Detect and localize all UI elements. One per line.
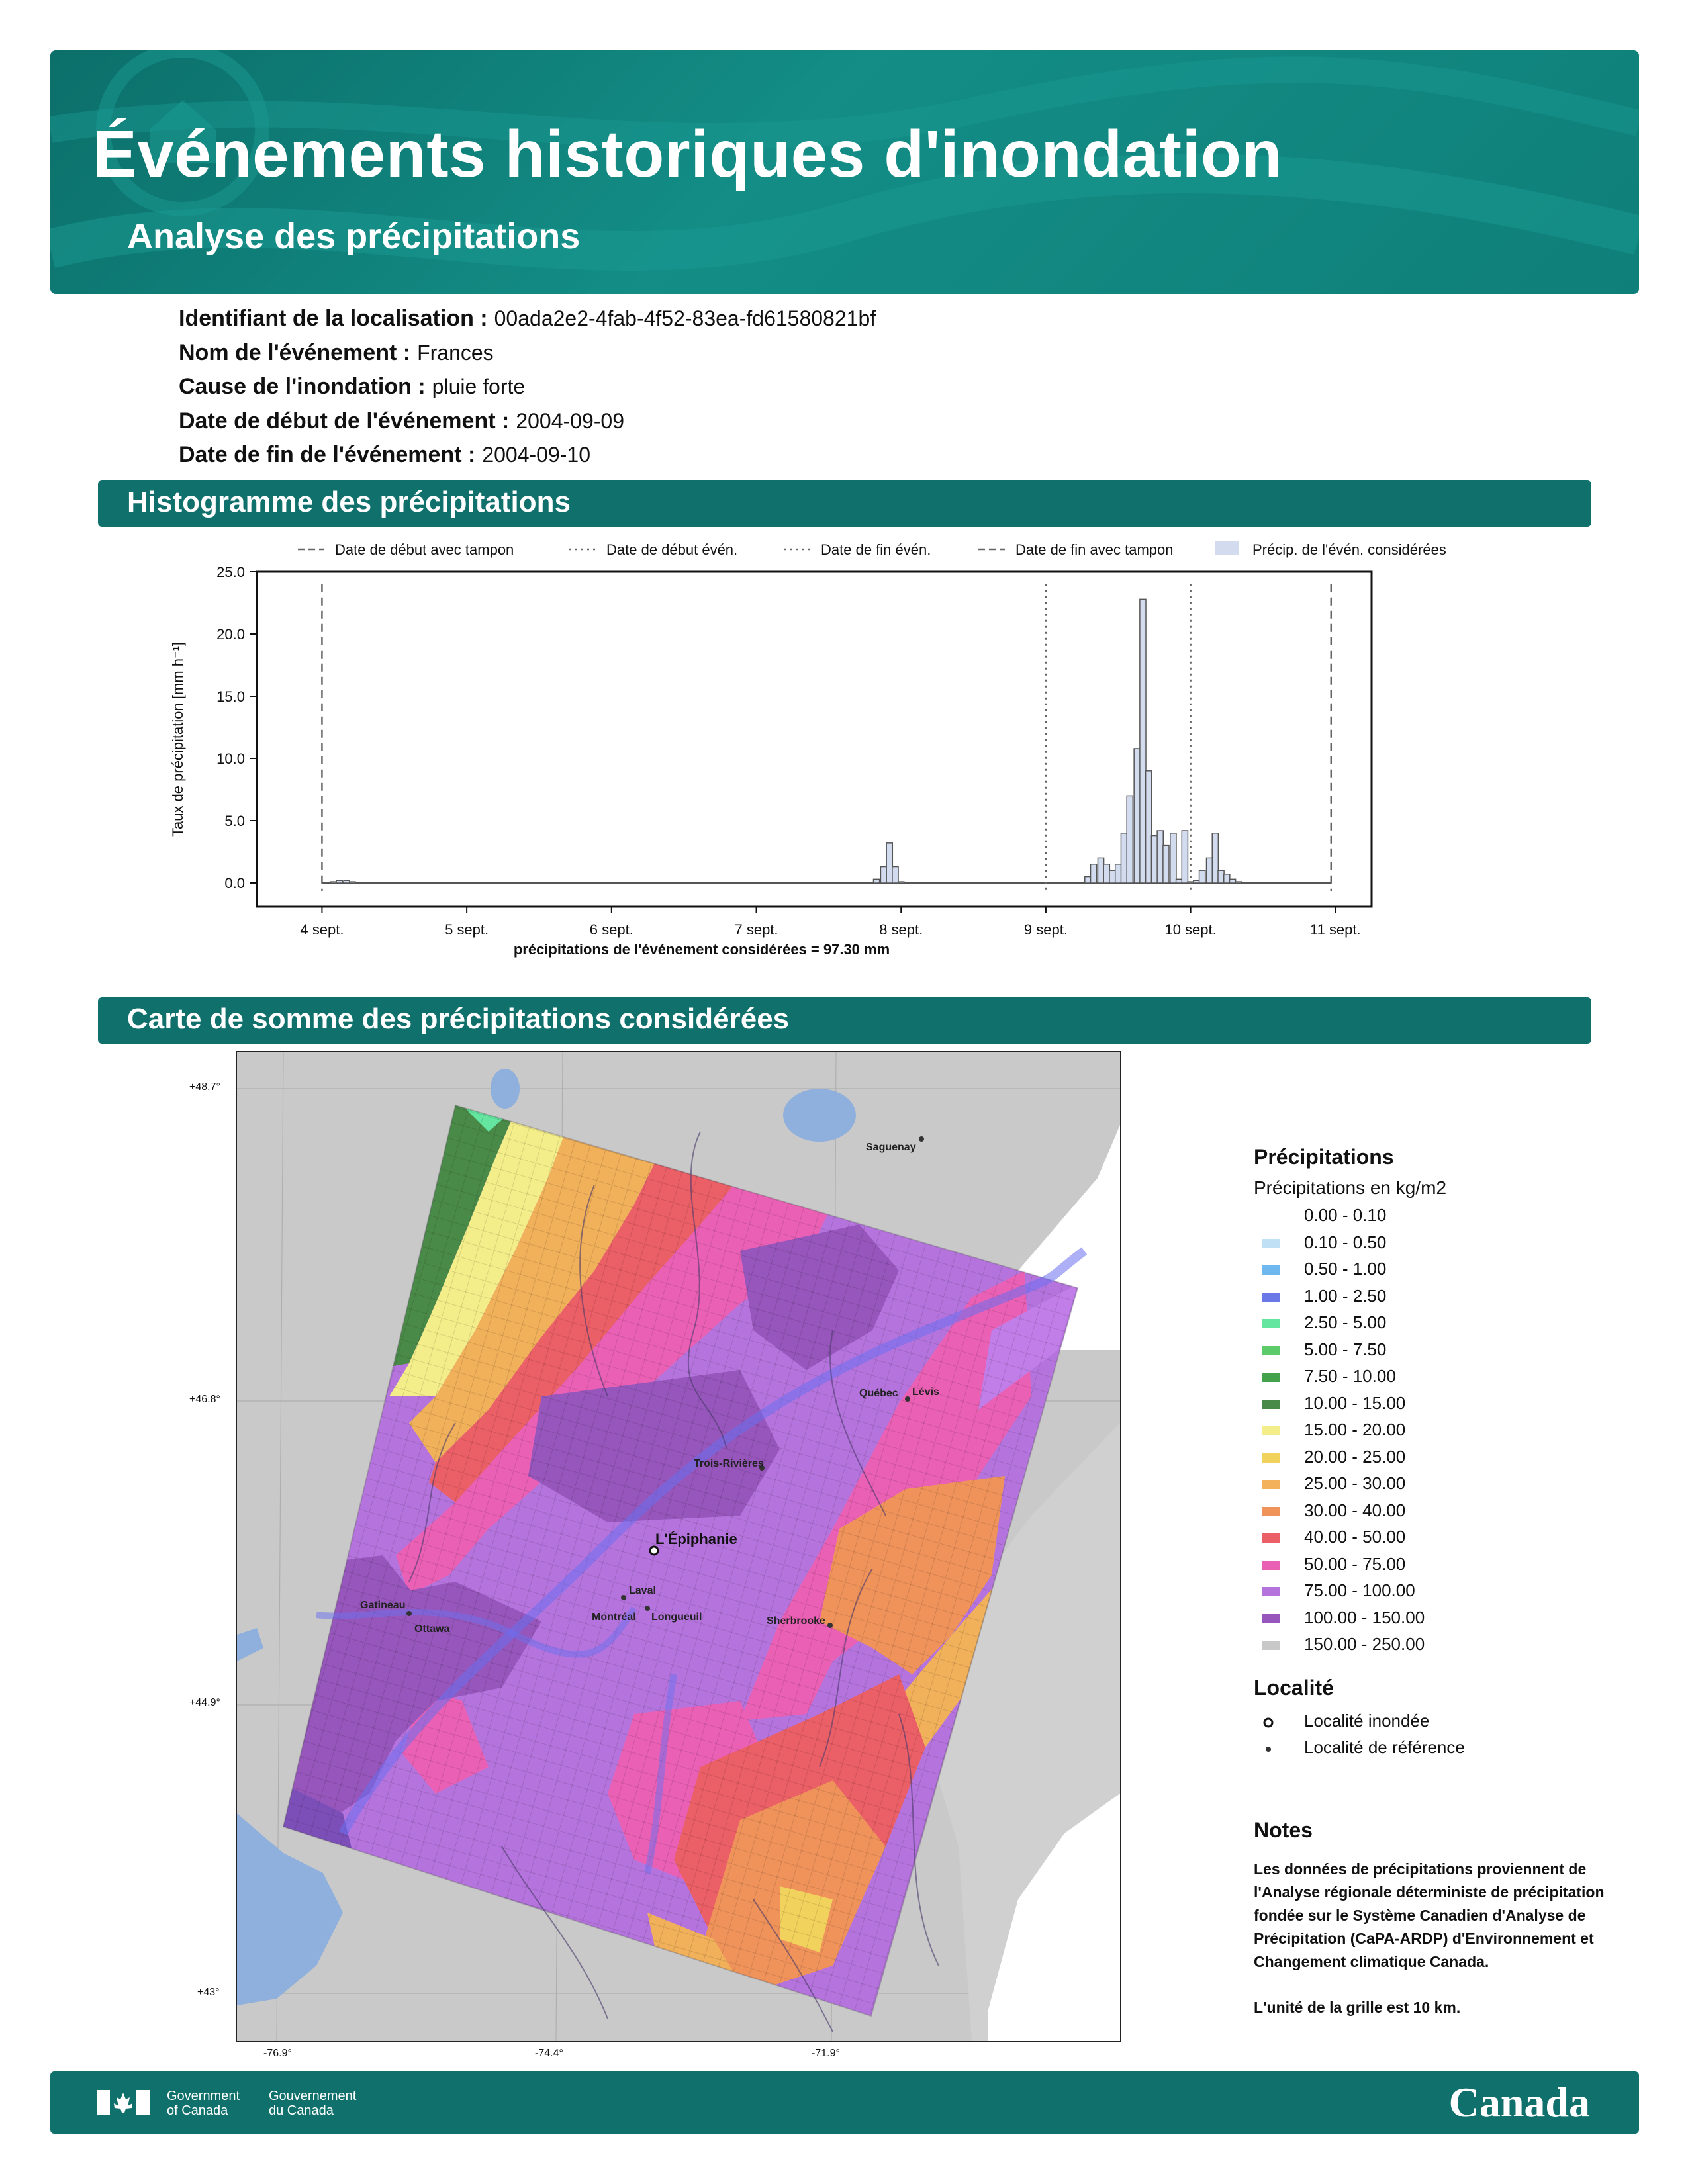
legend-class [1254,1499,1611,1526]
lat-tick: +46.8° [189,1394,220,1405]
legend-swatch [1262,1480,1280,1489]
legend-label: Date de début avec tampon [335,541,514,558]
precip-bar [1109,870,1115,883]
legend-class [1254,1285,1611,1312]
place-trois-rivieres: Trois-Rivières [694,1458,764,1469]
precip-bar [1091,864,1097,883]
y-tick-label: 25.0 [216,564,245,580]
chart-legend [298,541,1446,558]
legend-swatch [1262,1641,1280,1650]
legend-swatch [1262,1319,1280,1328]
legend-class-label: 0.10 - 0.50 [1304,1232,1387,1252]
precip-bar [344,880,350,883]
precip-bar [330,882,336,883]
legend-class [1254,1472,1611,1499]
map-section-bar [98,997,1591,1044]
precip-bar [898,882,904,883]
x-axis-label: précipitations de l'événement considérées = 97.30 mm [513,941,890,958]
legend-subtitle: Précipitations en kg/m2 [1254,1177,1447,1198]
histogram-section-bar [98,480,1591,527]
legend-class-label: 2.50 - 5.00 [1304,1312,1387,1332]
legend-class [1254,1606,1611,1633]
legend-swatch [1262,1561,1280,1570]
place-ottawa: Ottawa [414,1623,450,1635]
legend-class [1254,1445,1611,1473]
lat-tick: +44.9° [189,1697,220,1708]
precip-bar [1157,831,1163,883]
legend-label: Précip. de l'évén. considérées [1252,541,1446,558]
precip-bar [1134,749,1140,883]
place-montreal: Montréal [592,1612,636,1623]
precip-bar [873,879,879,883]
precip-bar [1163,846,1169,883]
precip-bar [1206,858,1212,883]
info-location-id: Identifiant de la localisation : 00ada2e2-4fab-4f52-83ea-fd61580821bf [179,306,876,331]
precip-bar [1098,858,1103,883]
info-event-name: Nom de l'événement : Frances [179,340,494,365]
notes-title: Notes [1254,1818,1313,1842]
place-epiphanie: L'Épiphanie [655,1531,737,1547]
legend-class [1254,1204,1611,1231]
legend-class [1254,1257,1611,1285]
legend-class [1254,1392,1611,1419]
locality-title: Localité [1254,1675,1334,1700]
notes-unit: L'unité de la grille est 10 km. [1254,1999,1461,2016]
legend-label: Date de début évén. [606,541,738,558]
legend-swatch [1262,1587,1280,1596]
legend-swatch [1262,1453,1280,1463]
legend-class-label: 5.00 - 7.50 [1304,1339,1387,1359]
place-saguenay: Saguenay [866,1142,916,1153]
legend-title: Précipitations [1254,1145,1394,1169]
precipitation-map [236,1051,1121,2042]
y-axis-label: Taux de précipitation [mm h⁻¹] [169,641,186,837]
x-tick-label: 4 sept. [300,921,344,938]
legend-swatch [1262,1400,1280,1409]
place-levis: Lévis [912,1387,939,1398]
legend-label: Date de fin évén. [821,541,931,558]
precip-bar [1103,864,1109,883]
place-gatineau: Gatineau [360,1600,406,1611]
legend-swatch [1262,1293,1280,1302]
precip-bar [1212,833,1218,883]
plot-frame [257,572,1372,907]
legend-swatch [1262,1533,1280,1543]
notes-text: Les données de précipitations proviennent de l'Analyse régionale déterministe de précipitation fondée sur le Système Canadien d'Analyse de Précipitation (CaPA-ARDP) d'Environnement et Changement climatique Canada. [1254,1860,1605,1970]
precip-bar [880,867,886,883]
place-quebec: Québec [859,1388,898,1399]
legend-swatch [1262,1239,1280,1248]
x-tick-label: 9 sept. [1023,921,1068,938]
canada-wordmark: Canada [1448,2079,1590,2126]
place-longueuil: Longueuil [651,1612,702,1623]
legend-swatch [1262,1507,1280,1516]
legend-swatch [1262,1212,1280,1221]
legend-class [1254,1231,1611,1258]
precip-bar [886,843,892,883]
y-tick-label: 10.0 [216,751,245,767]
precip-bar [1170,833,1176,883]
lon-tick: -74.4° [535,2048,563,2059]
precip-bar [1176,879,1182,883]
y-tick-label: 0.0 [224,875,245,891]
precip-bar [1127,796,1133,883]
lake-north [491,1069,520,1109]
legend-swatch [1215,541,1239,555]
page-title: Événements historiques d'inondation [93,117,1283,191]
legend-flooded: Localité inondée [1254,1709,1611,1737]
legend-class-label: 75.00 - 100.00 [1304,1580,1415,1600]
map-legend [1254,1145,1611,1763]
notes-block [1254,1819,1611,2019]
precip-bar [350,882,355,883]
legend-reference: Localité de référence [1254,1736,1611,1763]
legend-swatch [1262,1265,1280,1275]
x-tick-label: 5 sept. [445,921,489,938]
legend-class-label: 20.00 - 25.00 [1304,1446,1406,1467]
map-section-title: Carte de somme des précipitations considérées [127,1003,790,1035]
precip-bar [336,880,342,883]
gov-fr: Gouvernement du Canada [269,2089,357,2118]
canada-flag-icon [97,2090,150,2115]
legend-class-label: 0.50 - 1.00 [1304,1259,1387,1279]
precip-bar [1235,882,1241,883]
legend-class [1254,1365,1611,1392]
y-tick-label: 15.0 [216,688,245,705]
legend-class-label: 40.00 - 50.00 [1304,1527,1406,1547]
legend-class-label: 30.00 - 40.00 [1304,1500,1406,1520]
lat-tick: +48.7° [189,1081,220,1093]
legend-class-label: 10.00 - 15.00 [1304,1392,1406,1413]
legend-class-label: 1.00 - 2.50 [1304,1285,1387,1306]
legend-class [1254,1633,1611,1660]
legend-class [1254,1311,1611,1338]
page-subtitle: Analyse des précipitations [127,216,581,256]
legend-class [1254,1525,1611,1553]
precip-bar [1218,870,1224,883]
precip-bar [1140,599,1146,883]
precip-bar [1146,771,1152,883]
precip-bar [1182,831,1188,883]
precip-bar [892,867,898,883]
lat-tick: +43° [197,1987,220,1998]
legend-class-label: 150.00 - 250.00 [1304,1634,1425,1654]
info-flood-cause: Cause de l'inondation : pluie forte [179,374,526,399]
precip-bar [1199,870,1205,883]
info-start-date: Date de début de l'événement : 2004-09-09 [179,408,624,433]
precip-bar [1229,879,1235,883]
y-tick-label: 20.0 [216,626,245,643]
legend-swatch [1262,1426,1280,1435]
precip-bar [1085,877,1091,883]
legend-class-label: 0.00 - 0.10 [1304,1205,1387,1225]
x-tick-label: 6 sept. [589,921,633,938]
legend-class-label: 25.00 - 30.00 [1304,1473,1406,1493]
legend-class [1254,1553,1611,1580]
lake-ontario [237,1813,343,2005]
header-banner [50,50,1639,294]
histogram-section-title: Histogramme des précipitations [127,486,571,518]
legend-label: Date de fin avec tampon [1015,541,1174,558]
footer-bar [50,2071,1639,2134]
lake-saint-jean [783,1089,856,1142]
legend-class [1254,1579,1611,1606]
precip-bar [1224,874,1230,883]
legend-swatch [1262,1614,1280,1623]
info-end-date: Date de fin de l'événement : 2004-09-10 [179,442,590,467]
lon-tick: -76.9° [263,2048,292,2059]
precip-bar [1121,833,1127,883]
legend-class-label: 50.00 - 75.00 [1304,1553,1406,1574]
map-canvas [237,1052,1120,2041]
precipitation-histogram [99,529,1556,993]
legend-class-label: 100.00 - 150.00 [1304,1607,1425,1627]
legend-class-label: 7.50 - 10.00 [1304,1366,1396,1386]
x-tick-label: 10 sept. [1164,921,1217,938]
legend-class-label: 15.00 - 20.00 [1304,1420,1406,1439]
x-tick-label: 8 sept. [879,921,923,938]
legend-class [1254,1338,1611,1365]
precip-bar [1194,880,1199,883]
precip-bar [1115,864,1121,883]
gov-en: Government of Canada [167,2089,240,2118]
place-laval: Laval [629,1585,656,1596]
x-tick-label: 11 sept. [1309,921,1361,938]
legend-swatch [1262,1346,1280,1355]
lon-tick: -71.9° [812,2048,840,2059]
legend-class [1254,1418,1611,1445]
y-tick-label: 5.0 [224,813,245,829]
precip-bar [1151,836,1157,883]
place-sherbrooke: Sherbrooke [767,1615,825,1627]
x-tick-label: 7 sept. [734,921,778,938]
legend-swatch [1262,1373,1280,1382]
